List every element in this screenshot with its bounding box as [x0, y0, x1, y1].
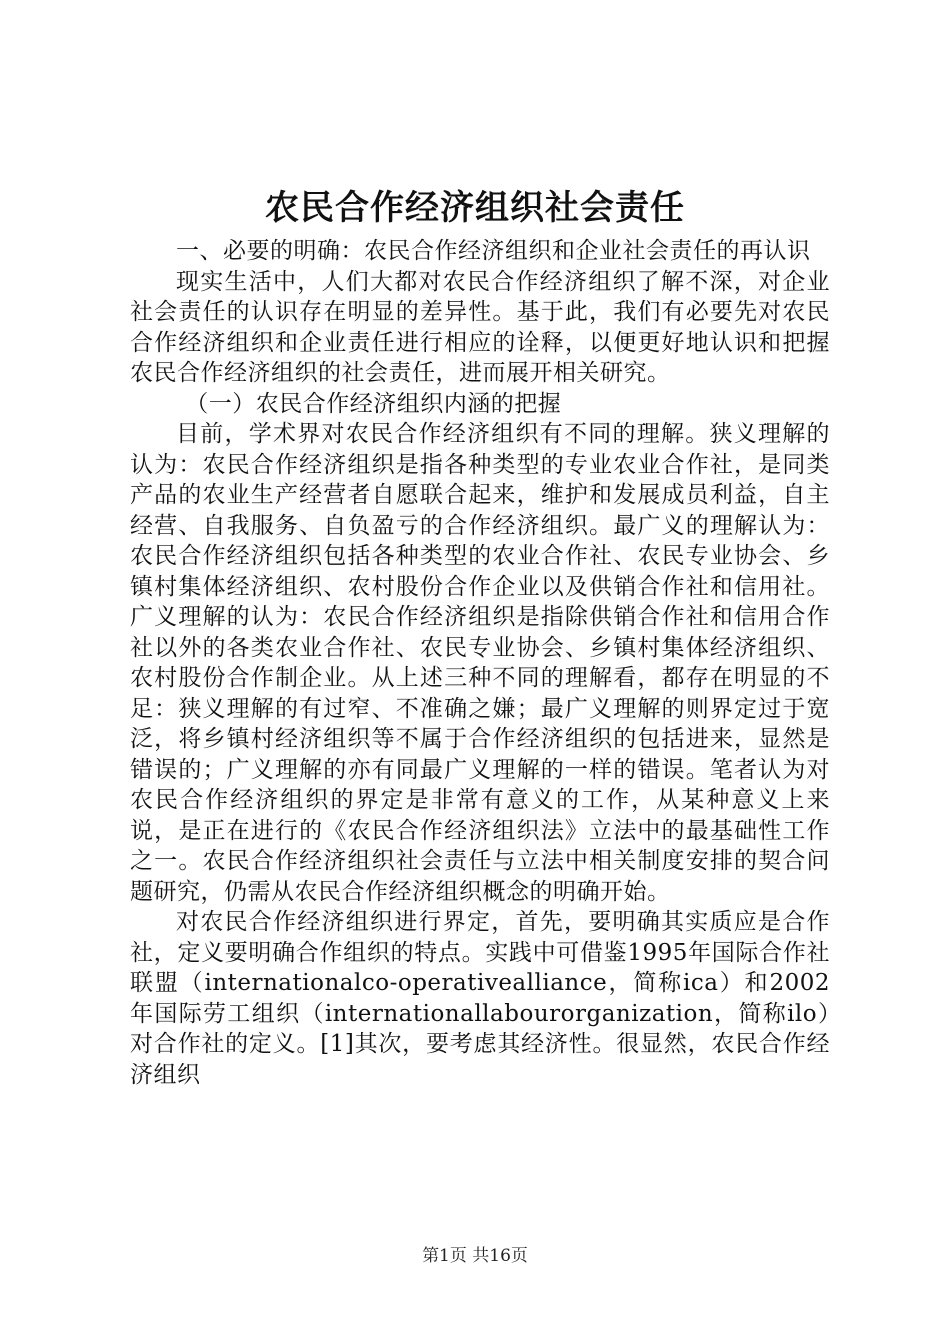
- body-paragraph: 对农民合作经济组织进行界定，首先，要明确其实质应是合作社，定义要明确合作组织的特点。实践中可借鉴1995年国际合作社联盟（internationalco-operativealliance，简称ica）和2002年国际劳工组织（internationallabourorganization，简称ilo）对合作社的定义。[1]其次，要考虑其经济性。很显然，农民合作经济组织: [130, 909, 830, 1088]
- document-title: 农民合作经济组织社会责任: [265, 188, 685, 228]
- section-heading: 一、必要的明确：农民合作经济组织和企业社会责任的再认识: [176, 238, 811, 264]
- page-number-footer: 第1页 共16页: [422, 1246, 528, 1266]
- document-body: [130, 236, 830, 1090]
- body-paragraph: 目前，学术界对农民合作经济组织有不同的理解。狭义理解的认为：农民合作经济组织是指各种类型的专业农业合作社，是同类产品的农业生产经营者自愿联合起来，维护和发展成员利益，自主经营、自我服务、自负盈亏的合作经济组织。最广义的理解认为：农民合作经济组织包括各种类型的农业合作社、农民专业协会、乡镇村集体经济组织、农村股份合作企业以及供销合作社和信用社。广义理解的认为：农民合作经济组织是指除供销合作社和信用合作社以外的各类农业合作社、农民专业协会、乡镇村集体经济组织、农村股份合作制企业。从上述三种不同的理解看，都存在明显的不足：狭义理解的有过窄、不准确之嫌；最广义理解的则界定过于宽泛，将乡镇村经济组织等不属于合作经济组织的包括进来，显然是错误的；广义理解的亦有同最广义理解的一样的错误。笔者认为对农民合作经济组织的界定是非常有意义的工作，从某种意义上来说，是正在进行的《农民合作经济组织法》立法中的最基础性工作之一。农民合作经济组织社会责任与立法中相关制度安排的契合问题研究，仍需从农民合作经济组织概念的明确开始。: [130, 421, 830, 905]
- subsection-heading: （一）农民合作经济组织内涵的把握: [185, 390, 562, 417]
- body-paragraph: 现实生活中，人们大都对农民合作经济组织了解不深，对企业社会责任的认识存在明显的差异性。基于此，我们有必要先对农民合作经济组织和企业责任进行相应的诠释，以便更好地认识和把握农民合作经济组织的社会责任，进而展开相关研究。: [130, 268, 830, 386]
